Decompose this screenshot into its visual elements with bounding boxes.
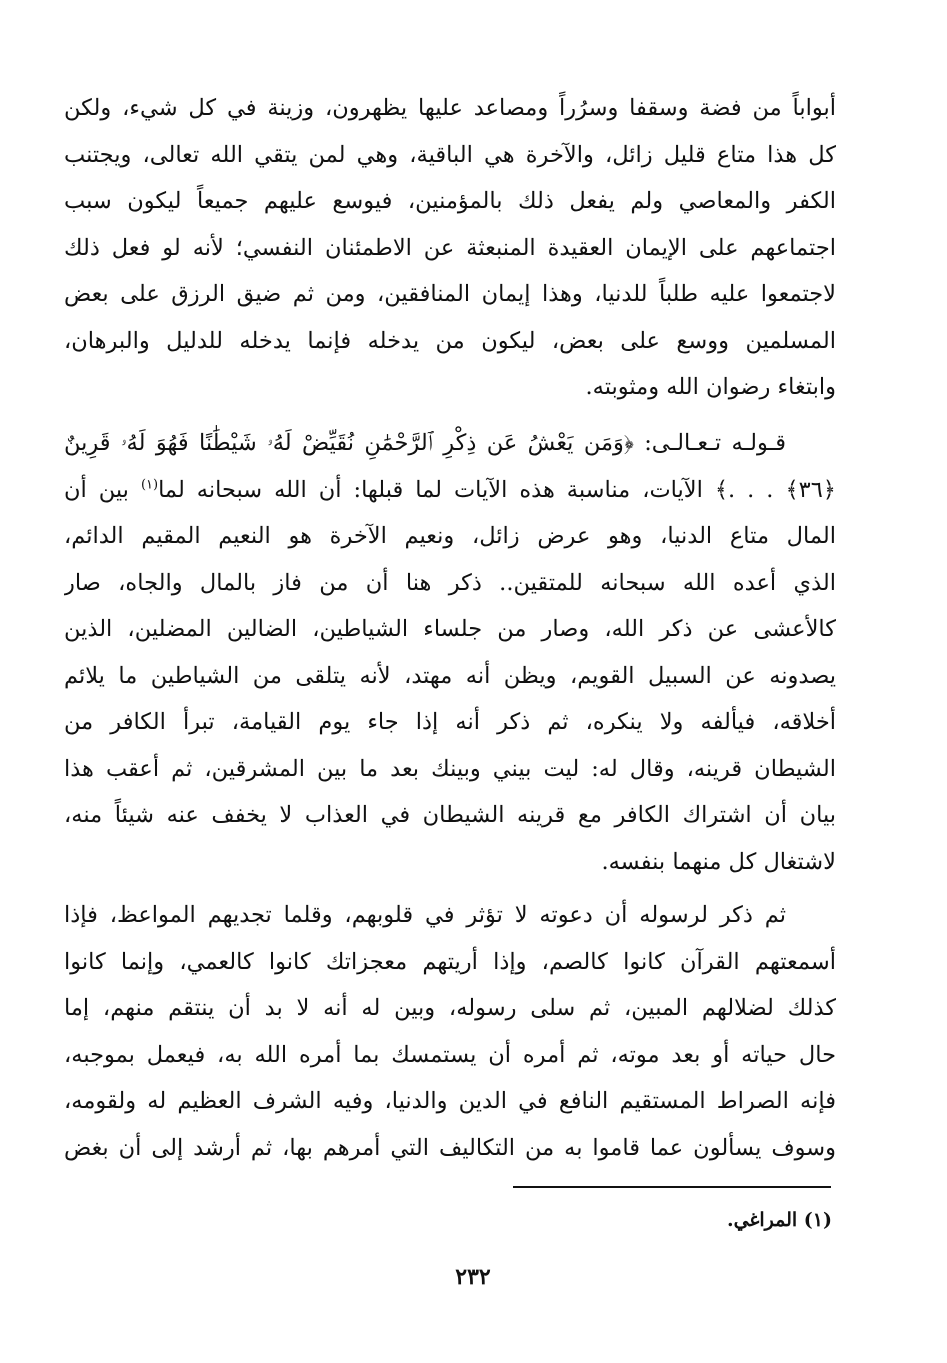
text-line: يصدونه عن السبيل القويم، ويظن أنه مهتد، لأنه يتلقى من الشياطين ما يلائم [64,662,836,689]
text-line: أخلاقه، فيألفه ولا ينكره، ثم ذكر أنه إذا جاء يوم القيامة، تبرأ الكافر من [64,709,836,735]
text-line: كالأعشى عن ذكر الله، وصار من جلساء الشياطين، الضالين المضلين، الذين [64,616,836,642]
text-line: الشيطان قرينه، وقال له: ليت بيني وبينك بعد ما بين المشرقين، ثم أعقب هذا [64,755,836,782]
text-line: فإنه الصراط المستقيم النافع في الدين والدنيا، وفيه الشرف العظيم له ولقومه، [64,1088,836,1114]
text-line: ثم ذكر لرسوله أن دعوته لا تؤثر في قلوبهم، وقلما تجديهم المواعظ، فإذا [64,902,786,928]
text-line: الذي أعده الله سبحانه للمتقين.. ذكر هنا أن من فاز بالمال والجاه، صار [64,569,836,596]
footnote: (١) المراغي. [726,1209,832,1231]
text-segment: بين أن [64,476,141,503]
text-segment: ﴿٣٦﴾ . . .﴾ الآيات، مناسبة هذه الآيات لما قبلها: أن الله سبحانه لما [158,476,836,503]
text-line: أبواباً من فضة وسقفا وسرُراً ومصاعد عليها يظهرون، وزينة في كل شيء، ولكن [64,95,836,121]
page-number: ٢٣٢ [455,1264,491,1290]
text-line: الكفر والمعاصي ولم يفعل ذلك بالمؤمنين، فيوسع عليهم جميعاً ليكون سبب [64,188,836,214]
text-line: وسوف يسألون عما قاموا به من التكاليف التي أمرهم بها، ثم أرشد إلى أن بغض [64,1134,836,1161]
text-line: حال حياته أو بعد موته، ثم أمره أن يستمسك بما أمره الله به، فيعمل بموجبه، [64,1041,836,1068]
paragraph-3 [64,892,836,1171]
paragraph-1 [64,85,836,411]
text-line: اجتماعهم على الإيمان العقيدة المنبعثة عن الاطمئنان النفسي؛ لأنه لو فعل ذلك [64,234,836,261]
text-line: أسمعتهم القرآن كانوا كالصم، وإذا أريتهم معجزاتك كانوا كالعمي، وإنما كانوا [64,948,836,975]
text-line-with-footnote [64,467,836,514]
text-line: المسلمين ووسع على بعض، ليكون من يدخله فإنما يدخله للدليل والبرهان، [64,327,836,354]
text-line: بيان أن اشتراك الكافر مع قرينه الشيطان في العذاب لا يخفف عنه شيئاً منه، [64,802,836,828]
text-line: لاشتغال كل منهما بنفسه. [601,848,836,875]
text-line: كل هذا متاع قليل زائل، والآخرة هي الباقية، وهي لمن يتقي الله تعالى، ويجتنب [64,141,836,168]
text-line: المال متاع الدنيا، وهو عرض زائل، ونعيم الآخرة هو النعيم المقيم الدائم، [64,523,836,549]
text-line: لاجتمعوا عليه طلباً للدنيا، وهذا إيمان المنافقين، ومن ثم ضيق الرزق على بعض [64,281,836,307]
footnote-marker: (١) [140,477,159,492]
text-line: كذلك لضلالهم المبين، ثم سلى رسوله، وبين له أنه لا بد أن ينتقم منهم، إما [64,995,836,1021]
quran-verse-line: قـولـه تـعـالـى: ﴿وَمَن يَعْشُ عَن ذِكْرِ ٱلرَّحْمَٰنِ نُقَيِّضْ لَهُۥ شَيْطَٰنًا فَهُوَ لَهُۥ قَرِينٌ [64,430,786,456]
footnote-divider [513,1186,831,1188]
text-line: وابتغاء رضوان الله ومثوبته. [585,374,836,400]
paragraph-2 [64,420,836,885]
